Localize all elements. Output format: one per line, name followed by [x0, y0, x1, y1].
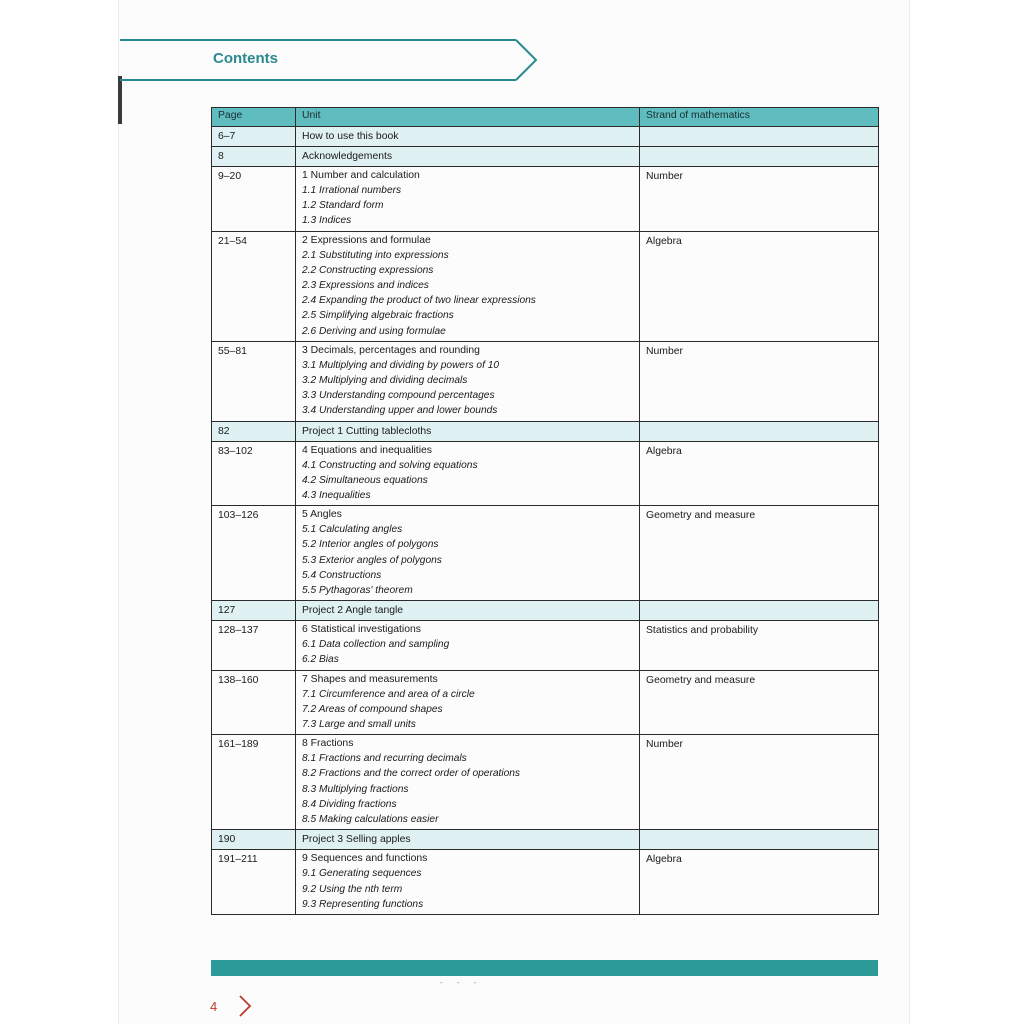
- sub-topic: 6.1 Data collection and sampling: [302, 639, 450, 651]
- unit-cell: [296, 506, 640, 601]
- sub-topic: 2.6 Deriving and using formulae: [302, 325, 446, 337]
- table-row: [212, 601, 879, 621]
- sub-topic: 8.1 Fractions and recurring decimals: [302, 753, 467, 765]
- sub-topic: 2.2 Constructing expressions: [302, 264, 434, 276]
- sub-topic: 4.1 Constructing and solving equations: [302, 459, 478, 471]
- sub-topic: 3.4 Understanding upper and lower bounds: [302, 405, 498, 417]
- table-header-row: [212, 108, 879, 127]
- sub-topic: 1.1 Irrational numbers: [302, 185, 402, 196]
- table-row: [212, 167, 879, 232]
- contents-table: [211, 107, 879, 915]
- sub-topic: 3.3 Understanding compound percentages: [302, 390, 495, 402]
- sub-topic: 9.2 Using the nth term: [302, 883, 403, 895]
- table-row: [212, 421, 879, 441]
- page-range-cell: 8: [212, 147, 296, 167]
- column-header-page: Page: [212, 108, 296, 127]
- page-range-cell: 191–211: [212, 850, 296, 915]
- unit-title: Project 1 Cutting tablecloths: [302, 425, 432, 437]
- strand-cell: Algebra: [640, 441, 879, 506]
- page-number: 4: [210, 999, 218, 1014]
- sub-topic: 2.1 Substituting into expressions: [302, 249, 449, 261]
- unit-cell: [296, 421, 640, 441]
- unit-title: 1 Number and calculation: [302, 170, 420, 181]
- page-range-cell: 190: [212, 830, 296, 850]
- unit-title: Project 3 Selling apples: [302, 834, 411, 846]
- page-range-cell: 6–7: [212, 127, 296, 147]
- table-row: [212, 735, 879, 830]
- unit-cell: [296, 830, 640, 850]
- strand-cell: [640, 127, 879, 147]
- page-range-cell: 82: [212, 421, 296, 441]
- table-row: [212, 127, 879, 147]
- unit-title: How to use this book: [302, 131, 399, 142]
- strand-cell: Number: [640, 341, 879, 421]
- page-range-cell: 128–137: [212, 621, 296, 670]
- sub-topic: 8.5 Making calculations easier: [302, 814, 439, 826]
- footer-dots: - - -: [440, 978, 483, 987]
- unit-cell: [296, 127, 640, 147]
- unit-title: 7 Shapes and measurements: [302, 673, 438, 685]
- unit-title: 6 Statistical investigations: [302, 624, 421, 636]
- strand-cell: Number: [640, 735, 879, 830]
- sub-topic: 5.3 Exterior angles of polygons: [302, 554, 442, 566]
- sub-topic: 3.2 Multiplying and dividing decimals: [302, 375, 468, 387]
- banner-arrow-outline: [120, 38, 540, 82]
- sub-topic: 5.2 Interior angles of polygons: [302, 539, 439, 551]
- sub-topic: 8.4 Dividing fractions: [302, 798, 397, 810]
- page-range-cell: 21–54: [212, 231, 296, 341]
- sub-topic: 4.3 Inequalities: [302, 490, 371, 502]
- sub-topic: 7.3 Large and small units: [302, 719, 416, 731]
- unit-title: 3 Decimals, percentages and rounding: [302, 344, 480, 356]
- unit-cell: [296, 231, 640, 341]
- strand-cell: Algebra: [640, 850, 879, 915]
- unit-cell: [296, 850, 640, 915]
- sub-topic: 9.3 Representing functions: [302, 898, 424, 910]
- binding-edge-mark: [118, 76, 122, 124]
- page-range-cell: 127: [212, 601, 296, 621]
- unit-cell: [296, 341, 640, 421]
- unit-title: Acknowledgements: [302, 151, 393, 162]
- sub-topic: 1.3 Indices: [302, 215, 352, 227]
- contents-banner: [120, 38, 540, 82]
- strand-cell: Number: [640, 167, 879, 232]
- unit-cell: [296, 441, 640, 506]
- sub-topic: 3.1 Multiplying and dividing by powers of 10: [302, 359, 500, 371]
- unit-title: 8 Fractions: [302, 738, 354, 750]
- chevron-right-icon: [238, 994, 252, 1023]
- table-row: [212, 830, 879, 850]
- unit-cell: [296, 735, 640, 830]
- unit-title: 4 Equations and inequalities: [302, 444, 432, 456]
- page-range-cell: 138–160: [212, 670, 296, 735]
- table-row: [212, 506, 879, 601]
- unit-cell: [296, 167, 640, 232]
- strand-cell: Geometry and measure: [640, 506, 879, 601]
- sub-topic: 2.5 Simplifying algebraic fractions: [302, 310, 454, 322]
- page-range-cell: 9–20: [212, 167, 296, 232]
- table-row: [212, 621, 879, 670]
- strand-cell: [640, 421, 879, 441]
- strand-cell: Statistics and probability: [640, 621, 879, 670]
- table-row: [212, 441, 879, 506]
- sub-topic: 9.1 Generating sequences: [302, 868, 422, 880]
- sub-topic: 2.4 Expanding the product of two linear expressions: [302, 295, 536, 307]
- unit-cell: [296, 621, 640, 670]
- sub-topic: 1.2 Standard form: [302, 200, 384, 212]
- table-row: [212, 147, 879, 167]
- page-range-cell: 103–126: [212, 506, 296, 601]
- column-header-unit: Unit: [296, 108, 640, 127]
- sub-topic: 5.5 Pythagoras' theorem: [302, 585, 413, 597]
- table-row: [212, 850, 879, 915]
- page-range-cell: 83–102: [212, 441, 296, 506]
- sub-topic: 8.2 Fractions and the correct order of operations: [302, 768, 521, 780]
- sub-topic: 7.2 Areas of compound shapes: [302, 703, 443, 715]
- unit-cell: [296, 601, 640, 621]
- contents-table-body: [212, 127, 879, 915]
- unit-title: Project 2 Angle tangle: [302, 605, 404, 617]
- unit-title: 2 Expressions and formulae: [302, 234, 431, 246]
- table-row: [212, 670, 879, 735]
- sub-topic: 6.2 Bias: [302, 654, 339, 666]
- page-range-cell: 55–81: [212, 341, 296, 421]
- sub-topic: 5.4 Constructions: [302, 569, 382, 581]
- unit-title: 9 Sequences and functions: [302, 853, 428, 865]
- sub-topic: 2.3 Expressions and indices: [302, 280, 429, 292]
- footer-bar: [211, 960, 878, 976]
- sub-topic: 4.2 Simultaneous equations: [302, 474, 428, 486]
- page-title: Contents: [213, 50, 278, 67]
- strand-cell: Geometry and measure: [640, 670, 879, 735]
- column-header-strand: Strand of mathematics: [640, 108, 879, 127]
- unit-cell: [296, 147, 640, 167]
- strand-cell: [640, 147, 879, 167]
- strand-cell: Algebra: [640, 231, 879, 341]
- table-row: [212, 341, 879, 421]
- strand-cell: [640, 601, 879, 621]
- sub-topic: 7.1 Circumference and area of a circle: [302, 688, 475, 700]
- sub-topic: 5.1 Calculating angles: [302, 524, 403, 536]
- unit-title: 5 Angles: [302, 509, 342, 521]
- table-row: [212, 231, 879, 341]
- page-range-cell: 161–189: [212, 735, 296, 830]
- strand-cell: [640, 830, 879, 850]
- unit-cell: [296, 670, 640, 735]
- sub-topic: 8.3 Multiplying fractions: [302, 783, 409, 795]
